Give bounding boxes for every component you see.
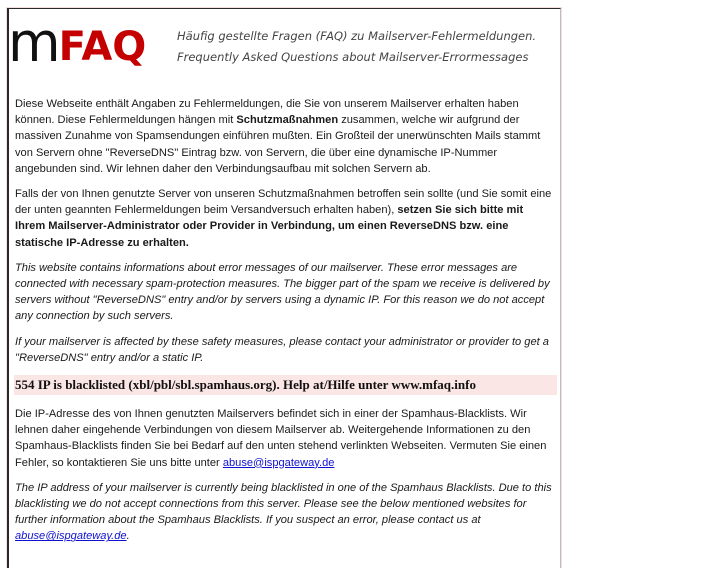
spamhaus-en-text: The IP address of your mailserver is currently being blacklisted in one of the Spamhaus Blacklists. Due to this blacklisting we do not accept connections from this server. Please see the below mentioned websites for further information about the Spamhaus Blacklists. If you suspect an error, please contact us at — [15, 481, 552, 527]
tagline-en: Frequently Asked Questions about Mailserver-Errormessages — [177, 50, 529, 64]
main-content — [15, 96, 555, 554]
intro-de-paragraph-2 — [15, 186, 555, 251]
spamhaus-en-suffix: . — [126, 530, 130, 543]
intro-de-p2-bold: setzen Sie sich bitte mit Ihrem Mailserver-Administrator oder Provider in Verbindung, um einen ReverseDNS bzw. eine statische IP-Adresse zu erhalten. — [15, 204, 524, 249]
intro-en-paragraph-1: This website contains informations about error messages of our mailserver. These error messages are connected with necessary spam-protection measures. The bigger part of the spam we receive is delivered by servers without "ReverseDNS" entry and/or by servers using a dynamic IP. For this reason we do not accept any connection by such servers. — [15, 261, 550, 323]
intro-de-p1-text-a: Diese Webseite enthält Angaben zu Fehlermeldungen, die Sie von unserem Mailserver erhalten haben können. Diese Fehlermeldungen hängen mit — [15, 98, 519, 127]
intro-en-paragraph-2: If your mailserver is affected by these safety measures, please contact your administrator or provider to get a "ReverseDNS" entry and/or a static IP. — [15, 335, 549, 364]
error-message-heading: 554 IP is blacklisted (xbl/pbl/sbl.spamhaus.org). Help at/Hilfe unter www.mfaq.info — [14, 375, 557, 395]
site-header — [8, 11, 548, 78]
mfaq-logo[interactable] — [8, 11, 147, 75]
tagline-de: Häufig gestellte Fragen (FAQ) zu Mailserver-Fehlermeldungen. — [177, 29, 537, 43]
spamhaus-de-text: Die IP-Adresse des von Ihnen genutzten Mailservers befindet sich in einer der Spamhaus-Blacklists. Wir lehnen daher eingehende Verbindungen von diesem Mailserver ab. Weitergehende Informationen zu den Spamhaus-Blacklists finden Sie bei Bedarf auf den unten stehend verlinkten Webseiten. Vermuten Sie einen Fehler, so kontaktieren Sie uns bitte unter — [15, 408, 547, 469]
intro-de-paragraph-1 — [15, 96, 555, 177]
logo-accent: FAQ — [58, 24, 147, 70]
tagline — [177, 26, 536, 68]
spamhaus-en-paragraph — [15, 480, 555, 545]
abuse-email-link-de[interactable]: abuse@ispgateway.de — [222, 456, 335, 469]
spamhaus-de-paragraph — [15, 406, 555, 471]
intro-de-p1-bold: Schutzmaßnahmen — [236, 114, 339, 127]
logo-prefix: m — [8, 11, 59, 74]
abuse-email-link-en[interactable]: abuse@ispgateway.de — [15, 530, 127, 543]
intro-de-p1-text-b: zusammen, welche wir aufgrund der massiven Zunahme von Spamsendungen einführen mußten. Ein Großteil der unerwünschten Mails stammt von Servern ohne "ReverseDNS" Eintrag bzw. von Servern, die über eine dynamische IP-Nummer angebunden sind. Wir lehnen daher den Verbindungsaufbau mit solchen Servern ab. — [15, 114, 541, 175]
intro-de-p2-text: Falls der von Ihnen genutzte Server von unseren Schutzmaßnahmen betroffen sein sollte (und Sie somit eine der unten geannten Fehlermeldungen beim Versandversuch erhalten haben), — [15, 188, 552, 217]
